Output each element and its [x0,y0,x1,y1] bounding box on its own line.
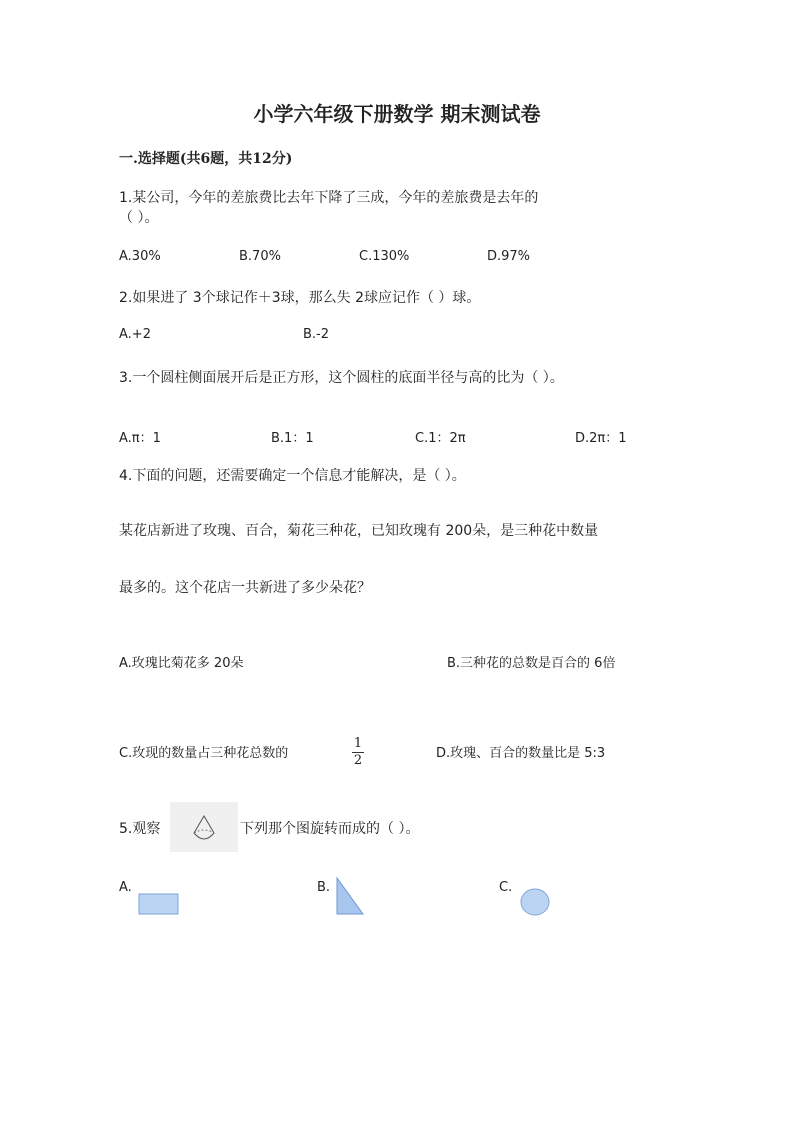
question-1-option-c[interactable]: C.130% [359,249,410,264]
question-2-stem: 2.如果进了 3个球记作＋3球，那么失 2球应记作（ ）球。 [119,290,481,306]
question-3-stem: 3.一个圆柱侧面展开后是正方形，这个圆柱的底面半径与高的比为（ ）。 [119,370,564,386]
right-triangle-icon[interactable] [335,876,365,916]
question-4-passage-line-2: 最多的。这个花店一共新进了多少朵花？ [119,580,371,596]
question-4-passage-line-1: 某花店新进了玫瑰、百合，菊花三种花，已知玫瑰有 200朵，是三种花中数量 [119,523,599,539]
question-1-stem-blank: （ ）。 [119,210,159,226]
page-title: 小学六年级下册数学 期末测试卷 [253,102,541,126]
cone-figure-box [170,802,238,852]
question-3-option-c[interactable]: C.1：2π [415,431,466,446]
question-4-option-d[interactable]: D.玫瑰、百合的数量比是 5:3 [436,746,606,761]
fraction-one-half [352,737,364,768]
circle-icon[interactable] [518,886,552,918]
question-1-option-d[interactable]: D.97% [487,249,531,264]
question-5-option-a[interactable]: A. [119,880,132,895]
question-5-stem-prefix: 5.观察 [119,821,161,837]
question-1-option-b[interactable]: B.70% [239,249,281,264]
question-5-option-b[interactable]: B. [317,880,331,895]
question-3-option-a[interactable]: A.π：1 [119,431,161,446]
fraction-denominator: 2 [353,753,363,768]
question-3-option-d[interactable]: D.2π：1 [575,431,627,446]
question-1-option-a[interactable]: A.30% [119,249,161,264]
section-heading: 一.选择题(共6题，共12分) [119,151,293,167]
question-5-stem-suffix: 下列那个图旋转而成的（ ）。 [240,821,420,837]
cone-icon [170,802,238,852]
question-2-option-a[interactable]: A.+2 [119,327,151,342]
question-4-option-c[interactable]: C.玫现的数量占三种花总数的 [119,746,289,761]
question-3-option-b[interactable]: B.1：1 [271,431,314,446]
question-5-option-c[interactable]: C. [499,880,513,895]
rectangle-icon[interactable] [138,893,180,917]
question-4-option-a[interactable]: A.玫瑰比菊花多 20朵 [119,656,244,671]
question-4-option-b[interactable]: B.三种花的总数是百合的 6倍 [447,656,616,671]
question-2-option-b[interactable]: B.-2 [303,327,330,342]
question-4-stem: 4.下面的问题，还需要确定一个信息才能解决，是（ ）。 [119,468,466,484]
question-1-stem: 1.某公司，今年的差旅费比去年下降了三成，今年的差旅费是去年的 [119,190,539,206]
fraction-numerator: 1 [353,736,363,751]
